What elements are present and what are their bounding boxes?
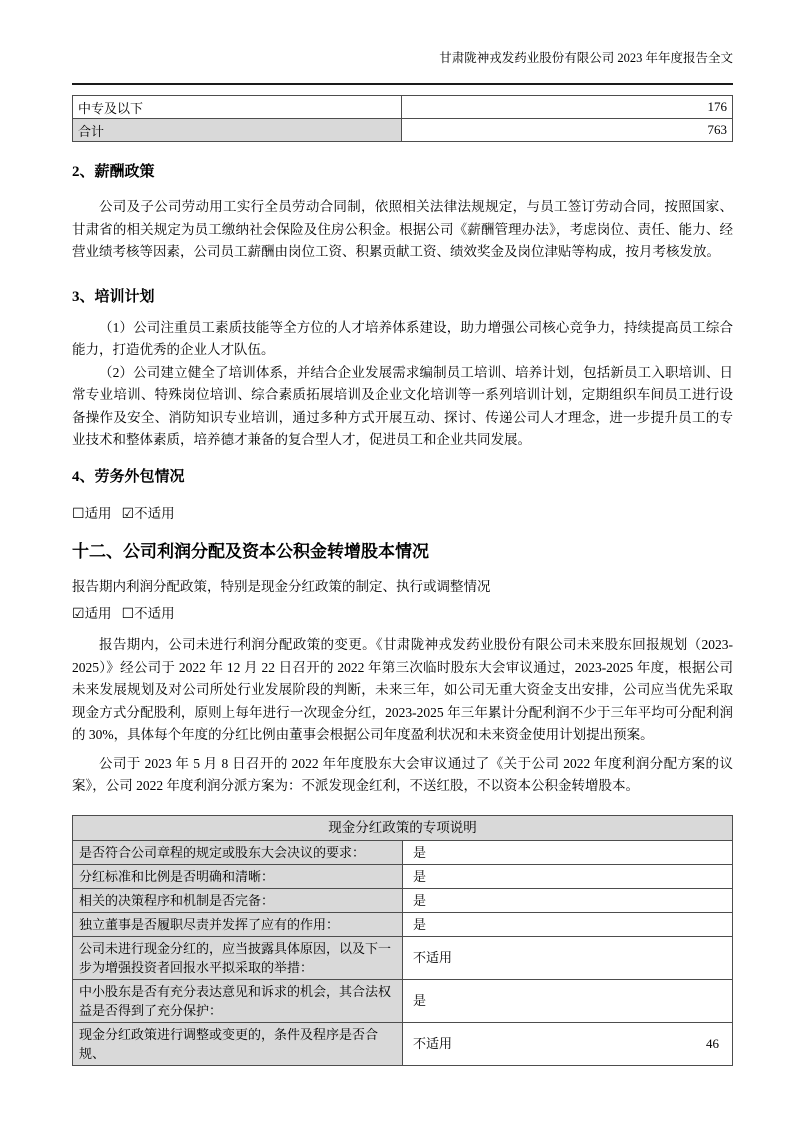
education-count-table [72,95,733,142]
dividend-question: 现金分红政策进行调整或变更的，条件及程序是否合规、 [73,1022,403,1065]
table-row [73,979,733,1022]
table-row [73,96,733,119]
dividend-answer: 是 [403,840,733,864]
table-row [73,888,733,912]
dividend-answer: 是 [403,864,733,888]
education-row-label: 中专及以下 [73,96,402,119]
option-applicable [72,506,112,521]
dividend-question: 公司未进行现金分红的，应当披露具体原因，以及下一步为增强投资者回报水平拟采取的举措： [73,936,403,979]
outsourcing-applicability [72,503,733,527]
option-not-applicable [122,606,175,621]
profit-paragraph-1: 报告期内，公司未进行利润分配政策的变更。《甘肃陇神戎发药业股份有限公司未来股东回报规划（2023-2025）》经公司于 2022 年 12 月 22 日召开的 2022 年第三次临时股东大会审议通过，2023-2025 年度，根据公司未来发展规划及对公司所处行业发展阶段的判断，未来三年，如公司无重大资金支出安排，公司应当优先采取现金方式分配股利，原则上每年进行一次现金分红，2023-2025 年三年累计分配利润不少于三年平均可分配利润的 30%，具体每个年度的分红比例由董事会根据公司年度盈利状况和未来资金使用计划提出预案。 [72,637,733,742]
training-paragraph-1: （1）公司注重员工素质技能等全方位的人才培养体系建设，助力增强公司核心竞争力，持续提高员工综合能力，打造优秀的企业人才队伍。 [72,319,733,357]
report-title: 甘肃陇神戎发药业股份有限公司 2023 年年度报告全文 [439,51,733,65]
salary-policy-paragraph: 公司及子公司劳动用工实行全员劳动合同制，依照相关法律法规规定，与员工签订劳动合同，按照国家、甘肃省的相关规定为员工缴纳社会保险及住房公积金。根据公司《薪酬管理办法》，考虑岗位、责任、能力、经营业绩考核等因素，公司员工薪酬由岗位工资、积累贡献工资、绩效奖金及岗位津贴等构成，按月考核发放。 [72,199,733,259]
heading-labor-outsourcing: 4、劳务外包情况 [72,468,185,485]
education-row-value: 176 [402,96,733,119]
profit-policy-subtitle: 报告期内利润分配政策，特别是现金分红政策的制定、执行或调整情况 [72,579,491,594]
checkbox-unchecked-icon: ☐ [121,606,135,622]
training-paragraph-2: （2）公司建立健全了培训体系，并结合企业发展需求编制员工培训、培养计划，包括新员工入职培训、日常专业培训、特殊岗位培训、综合素质拓展培训及企业文化培训等一系列培训计划，定期组织车间员工进行设备操作及安全、消防知识专业培训，通过多种方式开展互动、探讨、传递公司人才理念，进一步提升员工的专业技术和整体素质，培养德才兼备的复合型人才，促进员工和企业共同发展。 [72,364,733,447]
profit-applicability [72,603,733,627]
dividend-answer: 是 [403,979,733,1022]
table-title-row [73,815,733,840]
checkbox-checked-icon: ☑ [121,506,135,522]
education-total-value: 763 [402,119,733,142]
option-label: 不适用 [134,505,175,521]
heading-training-plan: 3、培训计划 [72,288,155,305]
running-header [72,50,733,85]
dividend-question: 相关的决策程序和机制是否完备： [73,888,403,912]
table-row [73,840,733,864]
option-label: 不适用 [134,605,175,621]
dividend-answer: 不适用 [403,1022,733,1065]
dividend-question: 分红标准和比例是否明确和清晰： [73,864,403,888]
dividend-question: 中小股东是否有充分表达意见和诉求的机会，其合法权益是否得到了充分保护： [73,979,403,1022]
dividend-answer: 是 [403,912,733,936]
checkbox-checked-icon: ☑ [72,606,85,622]
option-not-applicable [122,506,175,521]
dividend-question: 独立董事是否履职尽责并发挥了应有的作用： [73,912,403,936]
heading-profit-distribution: 十二、公司利润分配及资本公积金转增股本情况 [72,542,429,561]
option-applicable [72,606,112,621]
profit-paragraph-2: 公司于 2023 年 5 月 8 日召开的 2022 年年度股东大会审议通过了《关于公司 2022 年度利润分配方案的议案》，公司 2022 年度利润分派方案为：不派发现金红利，不送红股，不以资本公积金转增股本。 [72,755,733,793]
page-number: 46 [706,1036,719,1051]
dividend-answer: 不适用 [403,936,733,979]
cash-dividend-policy-table [72,815,733,1066]
option-label: 适用 [84,605,112,621]
table-row [73,1022,733,1065]
heading-salary-policy: 2、薪酬政策 [72,164,155,180]
education-total-label: 合计 [73,119,402,142]
option-label: 适用 [84,505,112,521]
table-row [73,936,733,979]
checkbox-unchecked-icon: ☐ [72,506,85,522]
dividend-table-title: 现金分红政策的专项说明 [73,815,733,840]
dividend-answer: 是 [403,888,733,912]
table-row [73,119,733,142]
dividend-question: 是否符合公司章程的规定或股东大会决议的要求： [73,840,403,864]
table-row [73,864,733,888]
table-row [73,912,733,936]
